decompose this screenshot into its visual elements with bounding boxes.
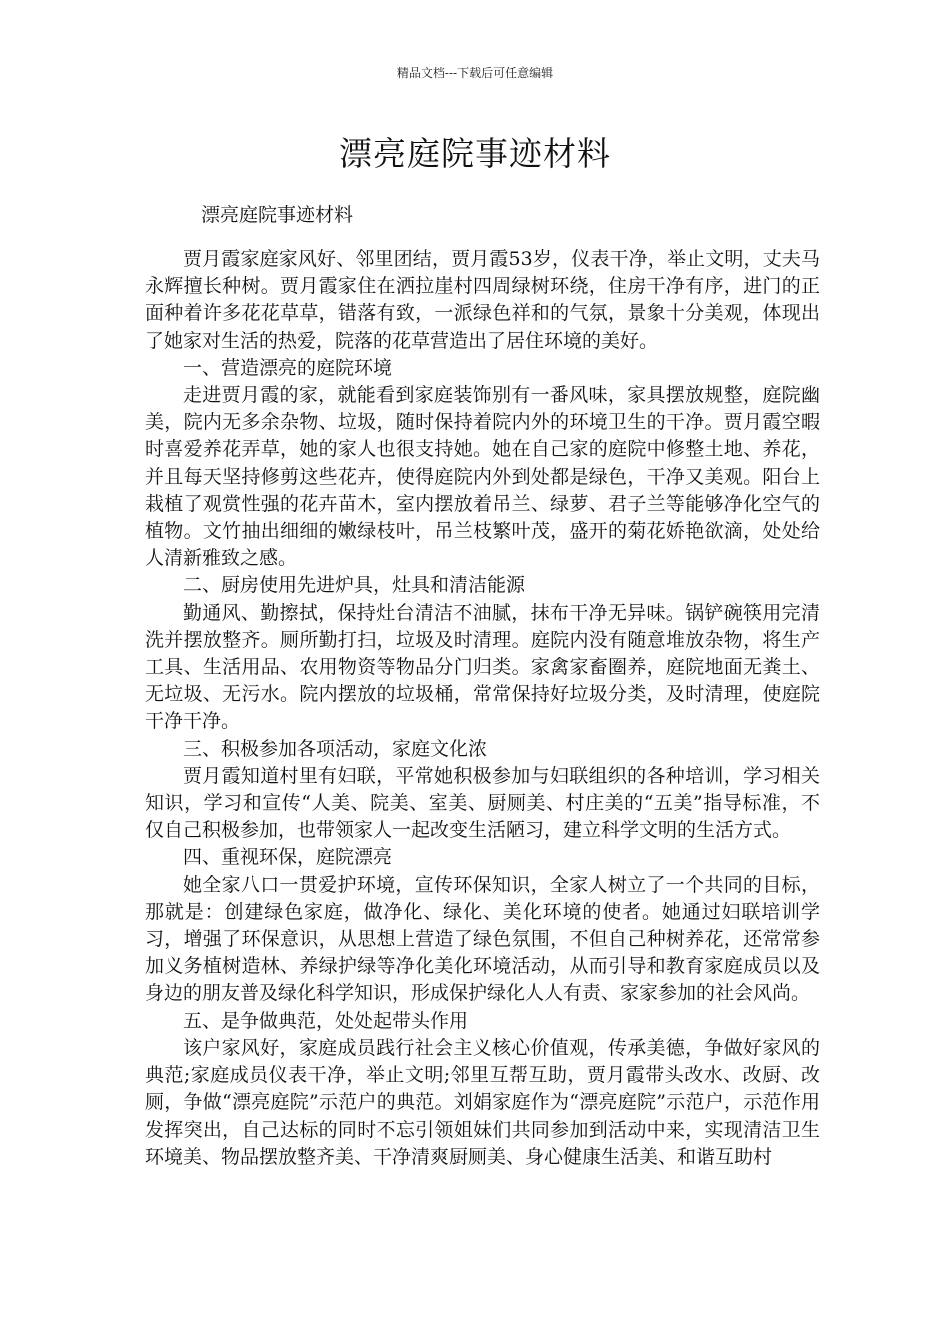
document-title: 漂亮庭院事迹材料 <box>339 134 611 173</box>
section-heading-5: 五、是争做典范，处处起带头作用 <box>183 1009 469 1032</box>
paragraph-intro: 贾月霞家庭家风好、邻里团结，贾月霞53岁，仪表干净，举止文明，丈夫马永辉擅长种树。贾月霞家住在洒拉崖村四周绿树环绕，住房干净有序，进门的正面种着许多花花草草，错落有致，一派绿色祥和的气氛，景象十分美观，体现出了她家对生活的热爱，院落的花草营造出了居住环境的美好。 <box>145 248 820 352</box>
paragraph-section-2: 勤通风、勤擦拭，保持灶台清洁不油腻，抹布干净无异味。锅铲碗筷用完清洗并摆放整齐。厕所勤打扫，垃圾及时清理。庭院内没有随意堆放杂物，将生产工具、生活用品、农用物资等物品分门归类。家禽家畜圈养，庭院地面无粪土、无垃圾、无污水。院内摆放的垃圾桶，常常保持好垃圾分类，及时清理，使庭院干净干净。 <box>145 601 820 733</box>
paragraph-section-1: 走进贾月霞的家，就能看到家庭装饰别有一番风味，家具摆放规整，庭院幽美，院内无多余杂物、垃圾，随时保持着院内外的环境卫生的干净。贾月霞空暇时喜爱养花弄草，她的家人也很支持她。她在自己家的庭院中修整土地、养花，并且每天坚持修剪这些花卉，使得庭院内外到处都是绿色，干净又美观。阳台上栽植了观赏性强的花卉苗木，室内摆放着吊兰、绿萝、君子兰等能够净化空气的植物。文竹抽出细细的嫩绿枝叶，吊兰枝繁叶茂，盛开的菊花娇艳欲滴，处处给人清新雅致之感。 <box>145 384 820 570</box>
section-heading-2: 二、厨房使用先进炉具，灶具和清洁能源 <box>183 574 526 597</box>
section-heading-1: 一、营造漂亮的庭院环境 <box>183 356 393 379</box>
document-subtitle: 漂亮庭院事迹材料 <box>201 204 354 226</box>
section-heading-3: 三、积极参加各项活动，家庭文化浓 <box>183 737 488 760</box>
section-heading-4: 四、重视环保，庭院漂亮 <box>183 846 393 869</box>
paragraph-section-5: 该户家风好，家庭成员践行社会主义核心价值观，传承美德，争做好家风的典范;家庭成员仪表干净，举止文明;邻里互帮互助，贾月霞带头改水、改厨、改厕，争做“漂亮庭院”示范户的典范。刘娟家庭作为“漂亮庭院”示范户，示范作用发挥突出，自己达标的同时不忘引领姐妹们共同参加到活动中来，实现清洁卫生环境美、物品摆放整齐美、干净清爽厨厕美、身心健康生活美、和谐互助村 <box>145 1036 820 1168</box>
paragraph-section-4: 她全家八口一贯爱护环境，宣传环保知识，全家人树立了一个共同的目标，那就是：创建绿色家庭，做净化、绿化、美化环境的使者。她通过妇联培训学习，增强了环保意识，从思想上营造了绿色氛围，不但自己种树养花，还常常参加义务植树造林、养绿护绿等净化美化环境活动，从而引导和教育家庭成员以及身边的朋友普及绿化科学知识，形成保护绿化人人有责、家家参加的社会风尚。 <box>145 873 820 1005</box>
document-body <box>145 246 820 1171</box>
paragraph-section-3: 贾月霞知道村里有妇联，平常她积极参加与妇联组织的各种培训，学习相关知识，学习和宣传“人美、院美、室美、厨厕美、村庄美的“五美”指导标准，不仅自己积极参加，也带领家人一起改变生活陋习，建立科学文明的生活方式。 <box>145 764 820 842</box>
page-header: 精品文档---下载后可任意编辑 <box>396 66 554 80</box>
